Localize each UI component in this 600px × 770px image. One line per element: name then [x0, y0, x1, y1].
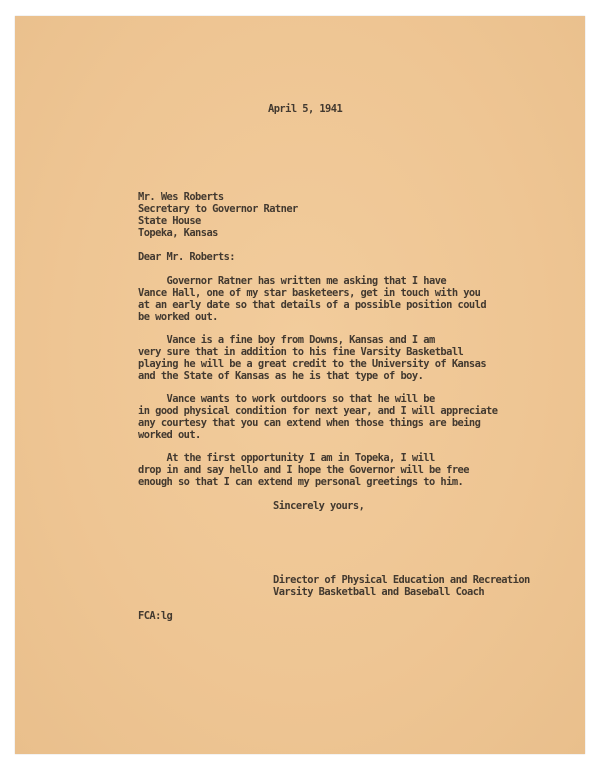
recipient-city: Topeka, Kansas: [138, 227, 218, 239]
paragraph-2-line-3: playing he will be a great credit to the University of Kansas: [138, 358, 487, 370]
paragraph-1-line-1: Governor Ratner has written me asking that I have: [138, 275, 447, 287]
paragraph-4-line-2: drop in and say hello and I hope the Governor will be free: [138, 464, 469, 476]
recipient-title: Secretary to Governor Ratner: [138, 203, 298, 215]
paragraph-2-line-4: and the State of Kansas as he is that type of boy.: [138, 370, 424, 382]
signature-title-1: Director of Physical Education and Recreation: [273, 574, 530, 586]
signature-title-2: Varsity Basketball and Baseball Coach: [273, 586, 485, 598]
paragraph-3-line-4: worked out.: [138, 429, 201, 441]
salutation: Dear Mr. Roberts:: [138, 251, 235, 263]
paragraph-1-line-3: at an early date so that details of a possible position could: [138, 299, 487, 311]
paragraph-4-line-1: At the first opportunity I am in Topeka, I will: [138, 452, 435, 464]
paragraph-1-line-2: Vance Hall, one of my star basketeers, get in touch with you: [138, 287, 481, 299]
closing: Sincerely yours,: [273, 500, 365, 512]
paragraph-2-line-2: very sure that in addition to his fine Varsity Basketball: [138, 346, 464, 358]
recipient-address-line: State House: [138, 215, 201, 227]
typist-initials: FCA:lg: [138, 610, 173, 622]
paragraph-1-line-4: be worked out.: [138, 311, 218, 323]
paragraph-2-line-1: Vance is a fine boy from Downs, Kansas and I am: [138, 334, 435, 346]
recipient-name: Mr. Wes Roberts: [138, 191, 224, 203]
letter-date: April 5, 1941: [268, 103, 343, 115]
paragraph-3-line-1: Vance wants to work outdoors so that he will be: [138, 393, 435, 405]
paragraph-3-line-2: in good physical condition for next year, and I will appreciate: [138, 405, 498, 417]
paragraph-3-line-3: any courtesy that you can extend when those things are being: [138, 417, 481, 429]
paragraph-4-line-3: enough so that I can extend my personal greetings to him.: [138, 476, 464, 488]
letter-page: [15, 16, 585, 754]
